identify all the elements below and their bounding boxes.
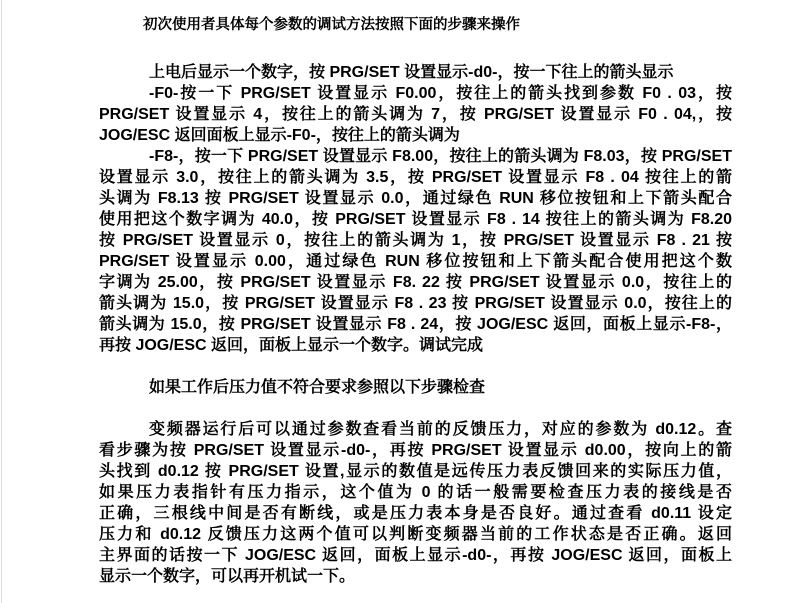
text-line: PRG/SET 设置显示 4，按往上的箭头调为 7，按 PRG/SET 设置显示 F0 . 04,，按 [99, 106, 732, 123]
text-line: 如果压力表指针有压力指示，这个值为 0 的话一般需要检查压力表的接线是否 [99, 484, 732, 501]
text-line: 显示一个数字，可以再开机试一下。 [99, 568, 356, 585]
text-line: PRG/SET 设置显示 0.00，通过绿色 RUN 移位按钮和上下箭头配合使用把这个数 [99, 253, 732, 270]
text-line: 头找到 d0.12 按 PRG/SET 设置,显示的数值是远传压力表反馈回来的实际压力值， [99, 463, 732, 480]
text-line: 看步骤为按 PRG/SET 设置显示-d0-，再按 PRG/SET 设置显示 d0.00，按向上的箭 [99, 442, 732, 459]
text-line: 主界面的话按一下 JOG/ESC 返回，面板上显示-d0-，再按 JOG/ESC 返回，面板上 [99, 547, 732, 564]
text-line: 再按 JOG/ESC 返回，面板上显示一个数字。调试完成 [99, 337, 484, 354]
text-line: -F0-按一下 PRG/SET 设置显示 F0.00，按往上的箭头找到参数 F0 . 03，按 [149, 85, 732, 102]
text-line: -F8-，按一下 PRG/SET 设置显示 F8.00，按往上的箭头调为 F8.03，按 PRG/SET [149, 148, 732, 165]
document-title: 初次使用者具体每个参数的调试方法按照下面的步骤来操作 [143, 17, 520, 33]
text-line: 头调为 F8.13 按 PRG/SET 设置显示 0.0，通过绿色 RUN 移位按钮和上下箭头配合 [99, 190, 732, 207]
text-line: JOG/ESC 返回面板上显示-F0-，按往上的箭头调为 [99, 127, 460, 144]
text-line: 正确，三根线中间是否有断线，或是压力表本身是否良好。通过查看 d0.11 设定 [99, 505, 732, 522]
section-heading-line: 如果工作后压力值不符合要求参照以下步骤检查 [149, 379, 486, 396]
page-left-border [1, 0, 2, 603]
text-line: 设置显示 3.0，按往上的箭头调为 3.5，按 PRG/SET 设置显示 F8 . 04 按往上的箭 [99, 169, 732, 186]
text-line: 箭头调为 15.0，按 PRG/SET 设置显示 F8 . 23 按 PRG/SET 设置显示 0.0，按往上的 [99, 295, 732, 312]
text-line: 箭头调为 15.0，按 PRG/SET 设置显示 F8 . 24，按 JOG/ESC 返回，面板上显示-F8-， [99, 316, 732, 333]
text-line: 压力和 d0.12 反馈压力这两个值可以判断变频器当前的工作状态是否正确。返回 [99, 526, 732, 543]
text-line: 按 PRG/SET 设置显示 0，按往上的箭头调为 1，按 PRG/SET 设置显示 F8 . 21 按 [99, 232, 732, 249]
text-line: 字调为 25.00，按 PRG/SET 设置显示 F8. 22 按 PRG/SET 设置显示 0.0，按往上的 [99, 274, 732, 291]
text-line: 上电后显示一个数字，按 PRG/SET 设置显示-d0-，按一下往上的箭头显示 [149, 64, 674, 81]
text-line: 使用把这个数字调为 40.0，按 PRG/SET 设置显示 F8 . 14 按往上的箭头调为 F8.20 [99, 211, 732, 228]
text-line: 变频器运行后可以通过参数查看当前的反馈压力，对应的参数为 d0.12。查 [149, 421, 732, 438]
document-text-block [99, 15, 732, 587]
